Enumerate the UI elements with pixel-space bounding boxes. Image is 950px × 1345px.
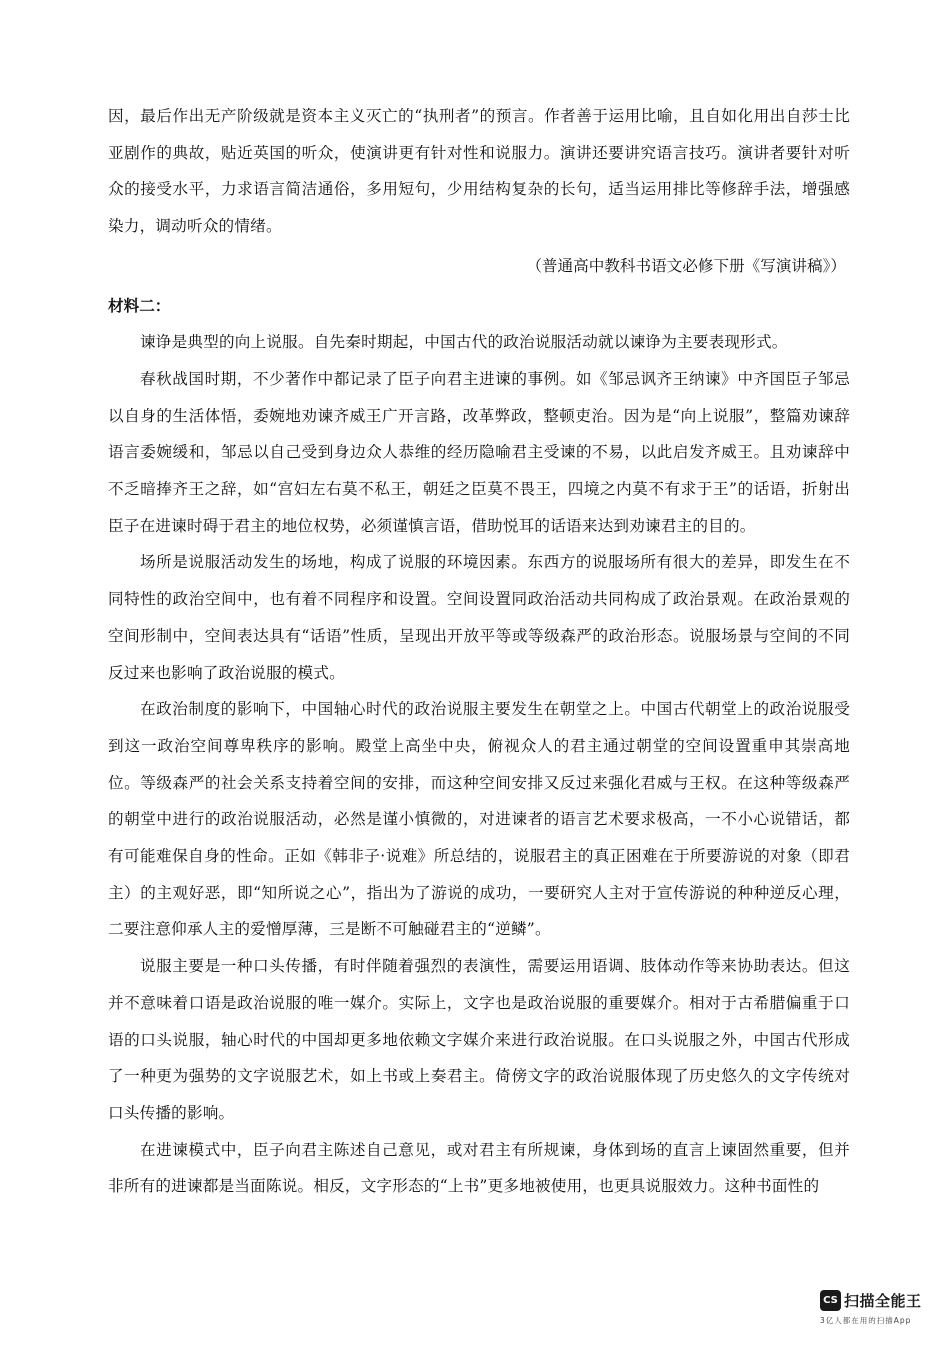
paragraph: 谏诤是典型的向上说服。自先秦时期起，中国古代的政治说服活动就以谏诤为主要表现形式。: [140, 333, 788, 352]
watermark-name: 扫描全能王: [844, 1292, 922, 1310]
watermark-tagline: 3亿人都在用的扫描App: [820, 1316, 912, 1325]
paragraph-continued: 因，最后作出无产阶级就是资本主义灭亡的“执刑者”的预言。作者善于运用比喻，且自如化用出自莎士比亚剧作的典故，贴近英国的听众，使演讲更有针对性和说服力。演讲还要讲究语言技巧。演讲者要针对听众的接受水平，力求语言简洁通俗，多用短句，少用结构复杂的长句，适当运用排比等修辞手法，增强感染力，调动听众的情绪。: [108, 107, 850, 236]
section-heading: 材料二：: [108, 296, 171, 315]
document-page: [108, 98, 850, 1205]
paragraph: 说服主要是一种口头传播，有时伴随着强烈的表演性，需要运用语调、肢体动作等来协助表达。但这并不意味着口语是政治说服的唯一媒介。实际上，文字也是政治说服的重要媒介。相对于古希腊偏重于口语的口头说服，轴心时代的中国却更多地依赖文字媒介来进行政治说服。在口头说服之外，中国古代形成了一种更为强势的文字说服艺术，如上书或上奏君主。倚傍文字的政治说服体现了历史悠久的文字传统对口头传播的影响。: [108, 957, 850, 1122]
paragraph: 春秋战国时期，不少著作中都记录了臣子向君主进谏的事例。如《邹忌讽齐王纳谏》中齐国臣子邹忌以自身的生活体悟，委婉地劝谏齐威王广开言路，改革弊政，整顿吏治。因为是“向上说服”，整篇劝谏辞语言委婉缓和，邹忌以自己受到身边众人恭维的经历隐喻君主受谏的不易，以此启发齐威王。且劝谏辞中不乏暗捧齐王之辞，如“宫妇左右莫不私王，朝廷之臣莫不畏王，四境之内莫不有求于王”的话语，折射出臣子在进谏时碍于君主的地位权势，必须谨慎言语，借助悦耳的话语来达到劝谏君主的目的。: [108, 369, 850, 535]
paragraph: 在进谏模式中，臣子向君主陈述自己意见，或对君主有所规谏，身体到场的直言上谏固然重要，但并非所有的进谏都是当面陈说。相反，文字形态的“上书”更多地被使用，也更具说服效力。这种书面性的: [108, 1140, 850, 1196]
camscanner-logo-icon: CS: [820, 1290, 841, 1311]
paragraph: 场所是说服活动发生的场地，构成了说服的环境因素。东西方的说服场所有很大的差异，即发生在不同特性的政治空间中，也有着不同程序和设置。空间设置同政治活动共同构成了政治景观。在政治景观的空间形制中，空间表达具有“话语”性质，呈现出开放平等或等级森严的政治形态。说服场景与空间的不同反过来也影响了政治说服的模式。: [108, 553, 850, 682]
paragraph: 在政治制度的影响下，中国轴心时代的政治说服主要发生在朝堂之上。中国古代朝堂上的政治说服受到这一政治空间尊卑秩序的影响。殿堂上高坐中央，俯视众人的君主通过朝堂的空间设置重申其崇高地位。等级森严的社会关系支持着空间的安排，而这种空间安排又反过来强化君威与王权。在这种等级森严的朝堂中进行的政治说服活动，必然是谨小慎微的，对进谏者的语言艺术要求极高，一不小心说错话，都有可能难保自身的性命。正如《韩非子·说难》所总结的，说服君主的真正困难在于所要游说的对象（即君主）的主观好恶，即“知所说之心”，指出为了游说的成功，一要研究人主对于宣传游说的种种逆反心理，二要注意仰承人主的爱憎厚薄，三是断不可触碰君主的“逆鳞”。: [108, 700, 850, 939]
scanner-watermark: [820, 1290, 935, 1340]
source-citation: （普通高中教科书语文必修下册《写演讲稿》）: [526, 256, 846, 275]
